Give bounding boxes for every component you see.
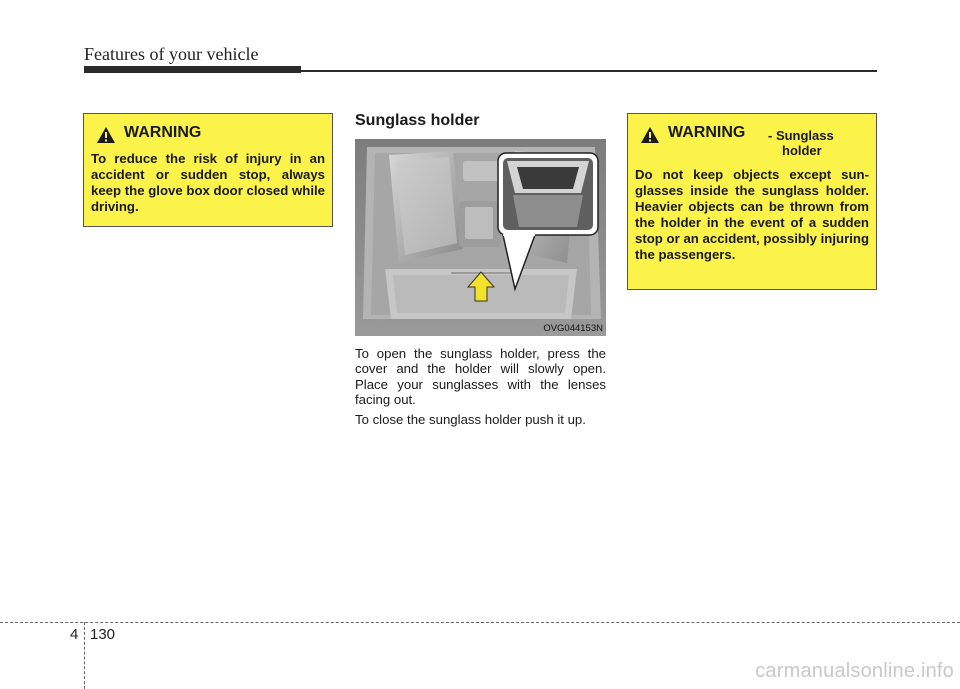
warning-subtitle [768, 128, 834, 158]
warning-text: Do not keep objects except sun-glasses inside the sunglass holder. Heavier objects can be thrown from the holder in the event of a sudden stop or an accident, possibly injuring the passengers. [635, 167, 869, 262]
warning-header [92, 124, 326, 146]
warning-subtitle-line1: - Sunglass [768, 128, 834, 143]
footer-page-number: 130 [90, 626, 116, 643]
overhead-console-illustration [355, 139, 606, 336]
figure-caption: OVG044153N [543, 323, 603, 334]
footer-divider [84, 622, 85, 689]
page-header-title: Features of your vehicle [84, 44, 259, 64]
sunglass-holder-figure [355, 139, 606, 336]
footer-section-number: 4 [70, 626, 79, 643]
watermark: carmanualsonline.info [755, 660, 954, 682]
instruction-close: To close the sunglass holder push it up. [355, 412, 586, 427]
warning-box-glove-box [83, 113, 333, 227]
warning-subtitle-line2: holder [782, 143, 822, 158]
warning-triangle-icon [96, 126, 116, 144]
warning-text: To reduce the risk of injury in an accident or sudden stop, always keep the glove box door closed while driving. [91, 151, 325, 214]
warning-header [636, 124, 870, 158]
header-rule [301, 70, 877, 72]
footer-rule [0, 622, 960, 623]
warning-box-sunglass-holder [627, 113, 877, 290]
instruction-open: To open the sunglass holder, press the cover and the holder will slowly open. Place your sunglasses with the lenses facing out. [355, 346, 606, 407]
header-bar [84, 66, 301, 73]
warning-label: WARNING [668, 124, 746, 141]
section-title: Sunglass holder [355, 112, 480, 129]
warning-label: WARNING [124, 124, 202, 141]
warning-triangle-icon [640, 126, 660, 144]
